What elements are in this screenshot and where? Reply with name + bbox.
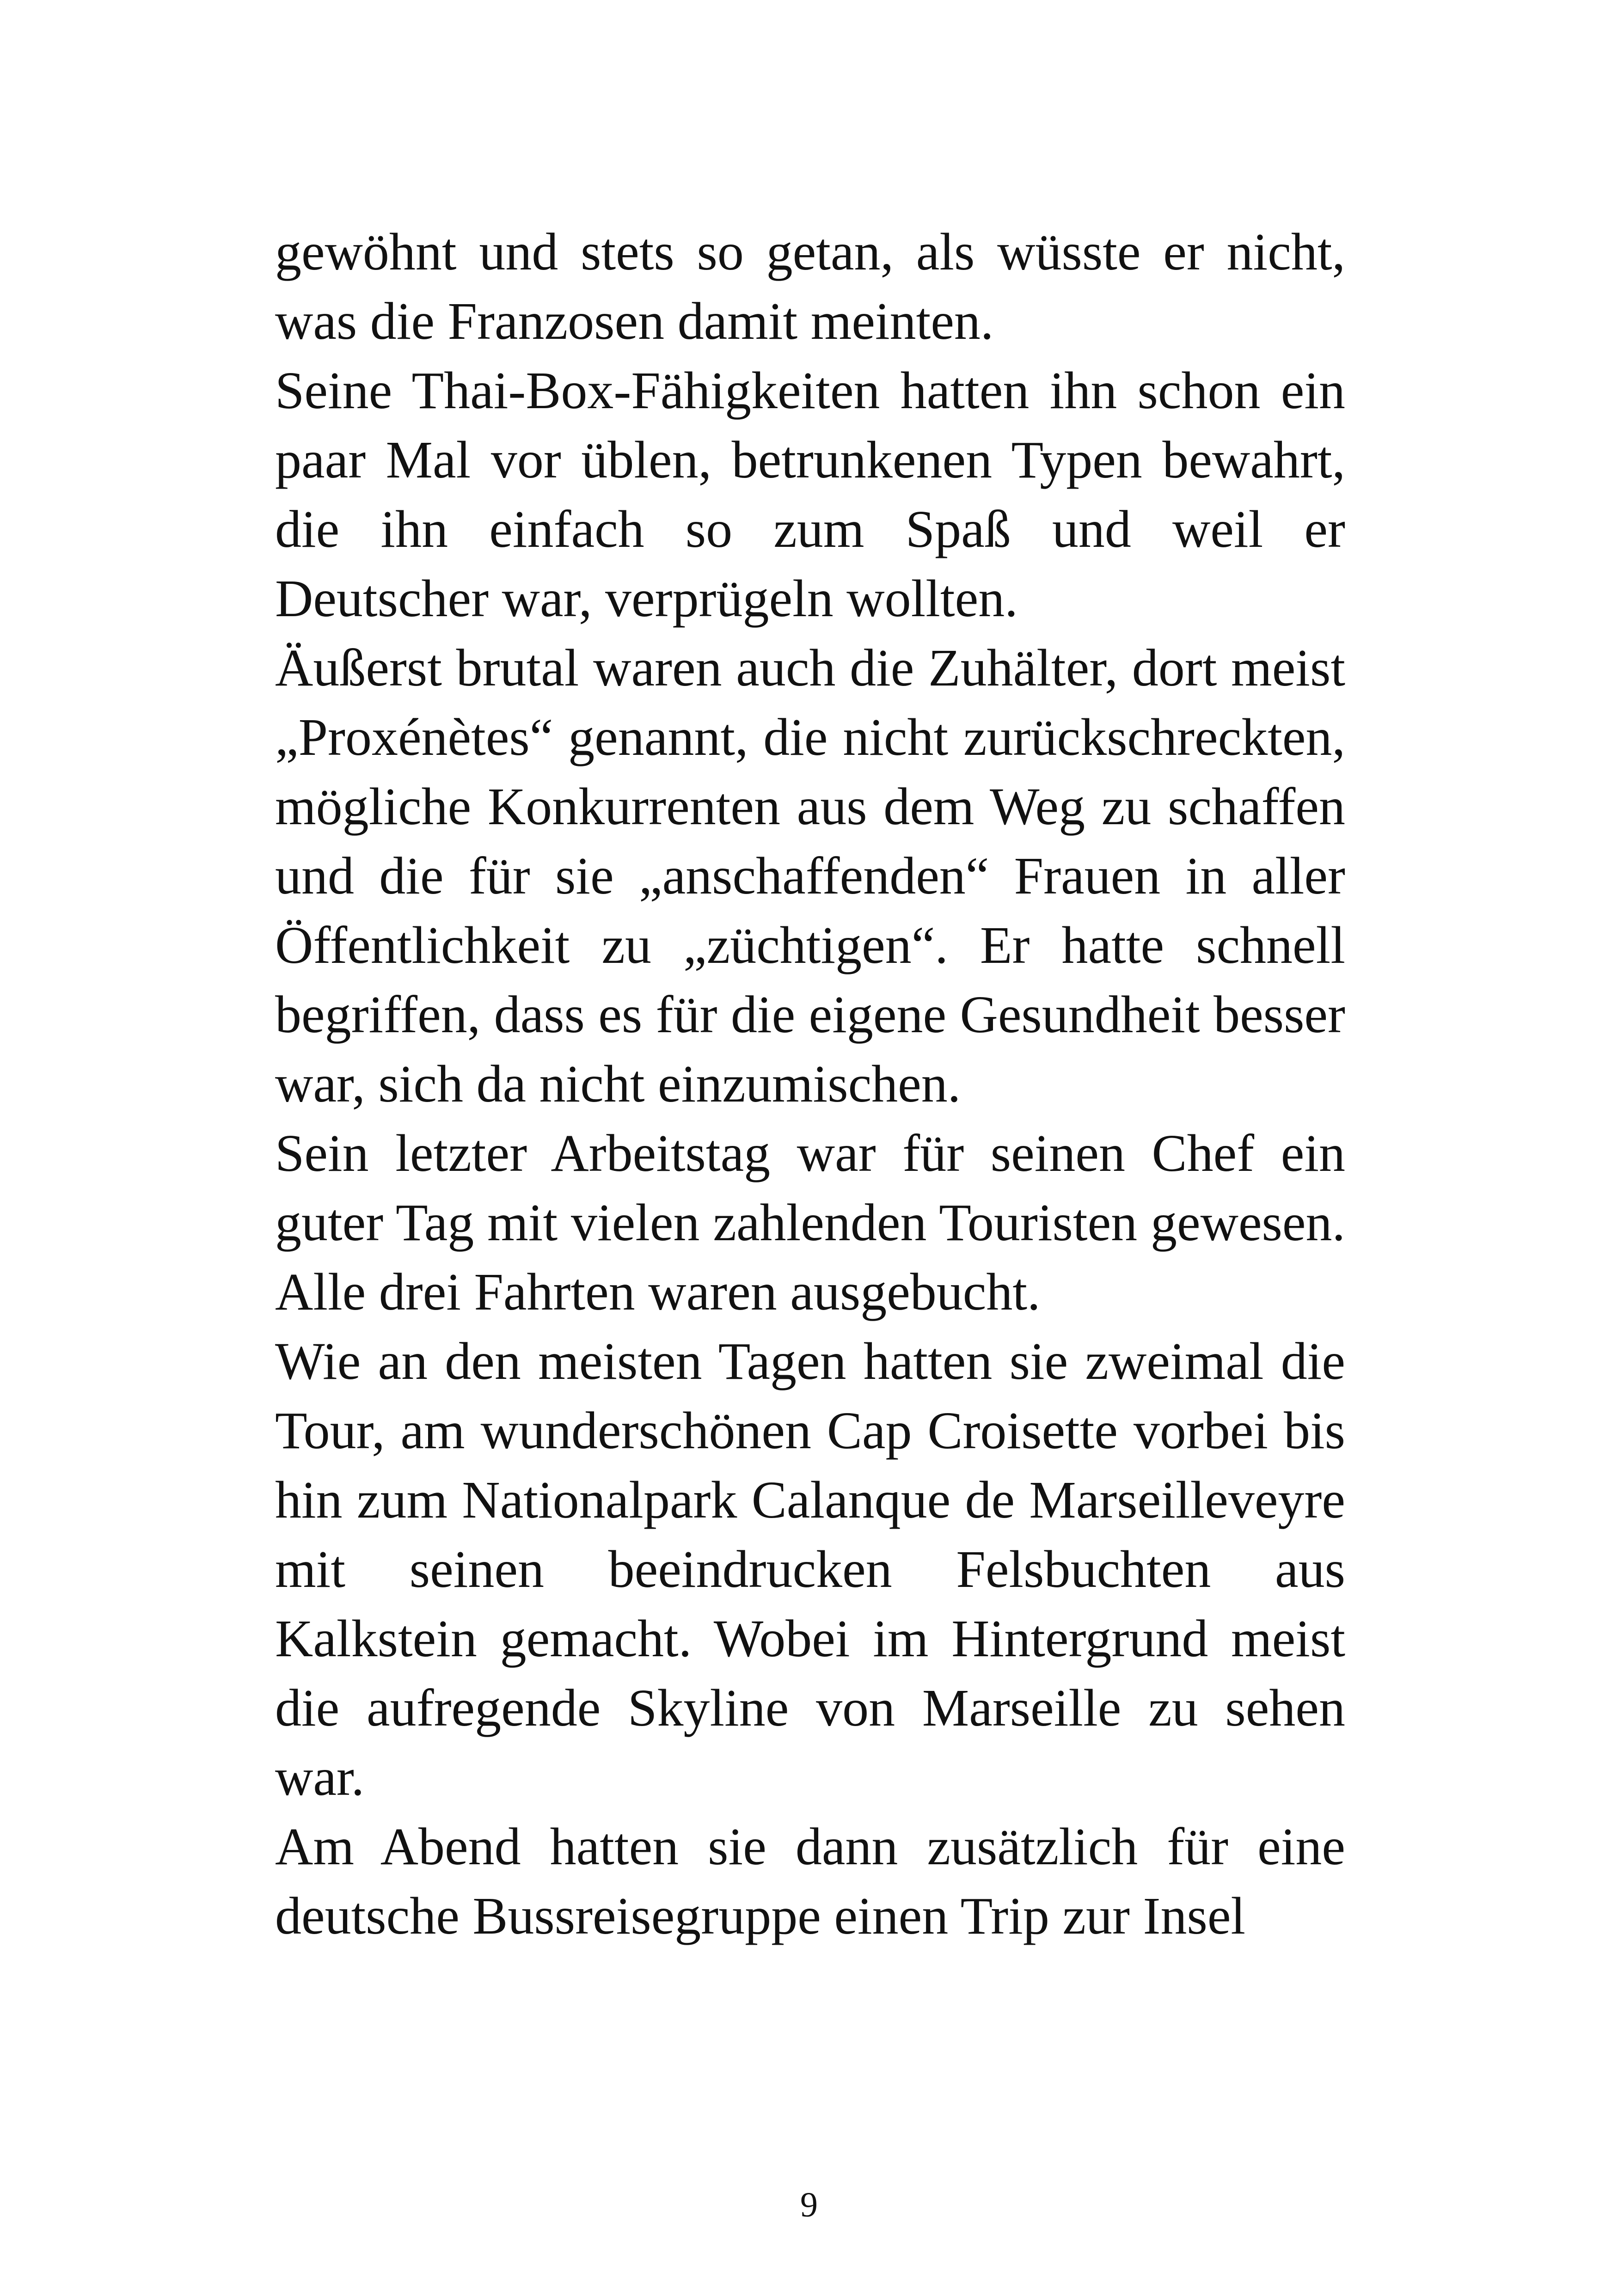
paragraph-3: Äußerst brutal waren auch die Zuhälter, dort meist „Proxénètes“ genannt, die nicht zurückschreckten, mögliche Konkurrenten aus dem Weg zu schaffen und die für sie „anschaffenden“ Frauen in aller Öffentlichkeit zu „züchtigen“. Er hatte schnell begriffen, dass es für die eigene Gesundheit besser war, sich da nicht einzumischen. <box>275 638 1345 1113</box>
paragraph-2: Seine Thai-Box-Fähigkeiten hatten ihn schon ein paar Mal vor üblen, betrunkenen Typen bewahrt, die ihn einfach so zum Spaß und weil er Deutscher war, verprügeln wollten. <box>275 361 1345 628</box>
body-text <box>275 217 1345 1951</box>
paragraph-4: Sein letzter Arbeitstag war für seinen Chef ein guter Tag mit vielen zahlenden Touristen gewesen. Alle drei Fahrten waren ausgebucht. <box>275 1124 1345 1321</box>
paragraph-1: gewöhnt und stets so getan, als wüsste er nicht, was die Franzosen damit meinten. <box>275 222 1345 350</box>
page-number: 9 <box>800 2186 818 2224</box>
paragraph-6: Am Abend hatten sie dann zusätzlich für eine deutsche Bussreisegruppe einen Trip zur Insel <box>275 1817 1345 1945</box>
paragraph-5: Wie an den meisten Tagen hatten sie zweimal die Tour, am wunderschönen Cap Croisette vorbei bis hin zum Nationalpark Calanque de Marseilleveyre mit seinen beeindrucken Felsbuchten aus Kalkstein gemacht. Wobei im Hintergrund meist die aufregende Skyline von Marseille zu sehen war. <box>275 1332 1345 1806</box>
